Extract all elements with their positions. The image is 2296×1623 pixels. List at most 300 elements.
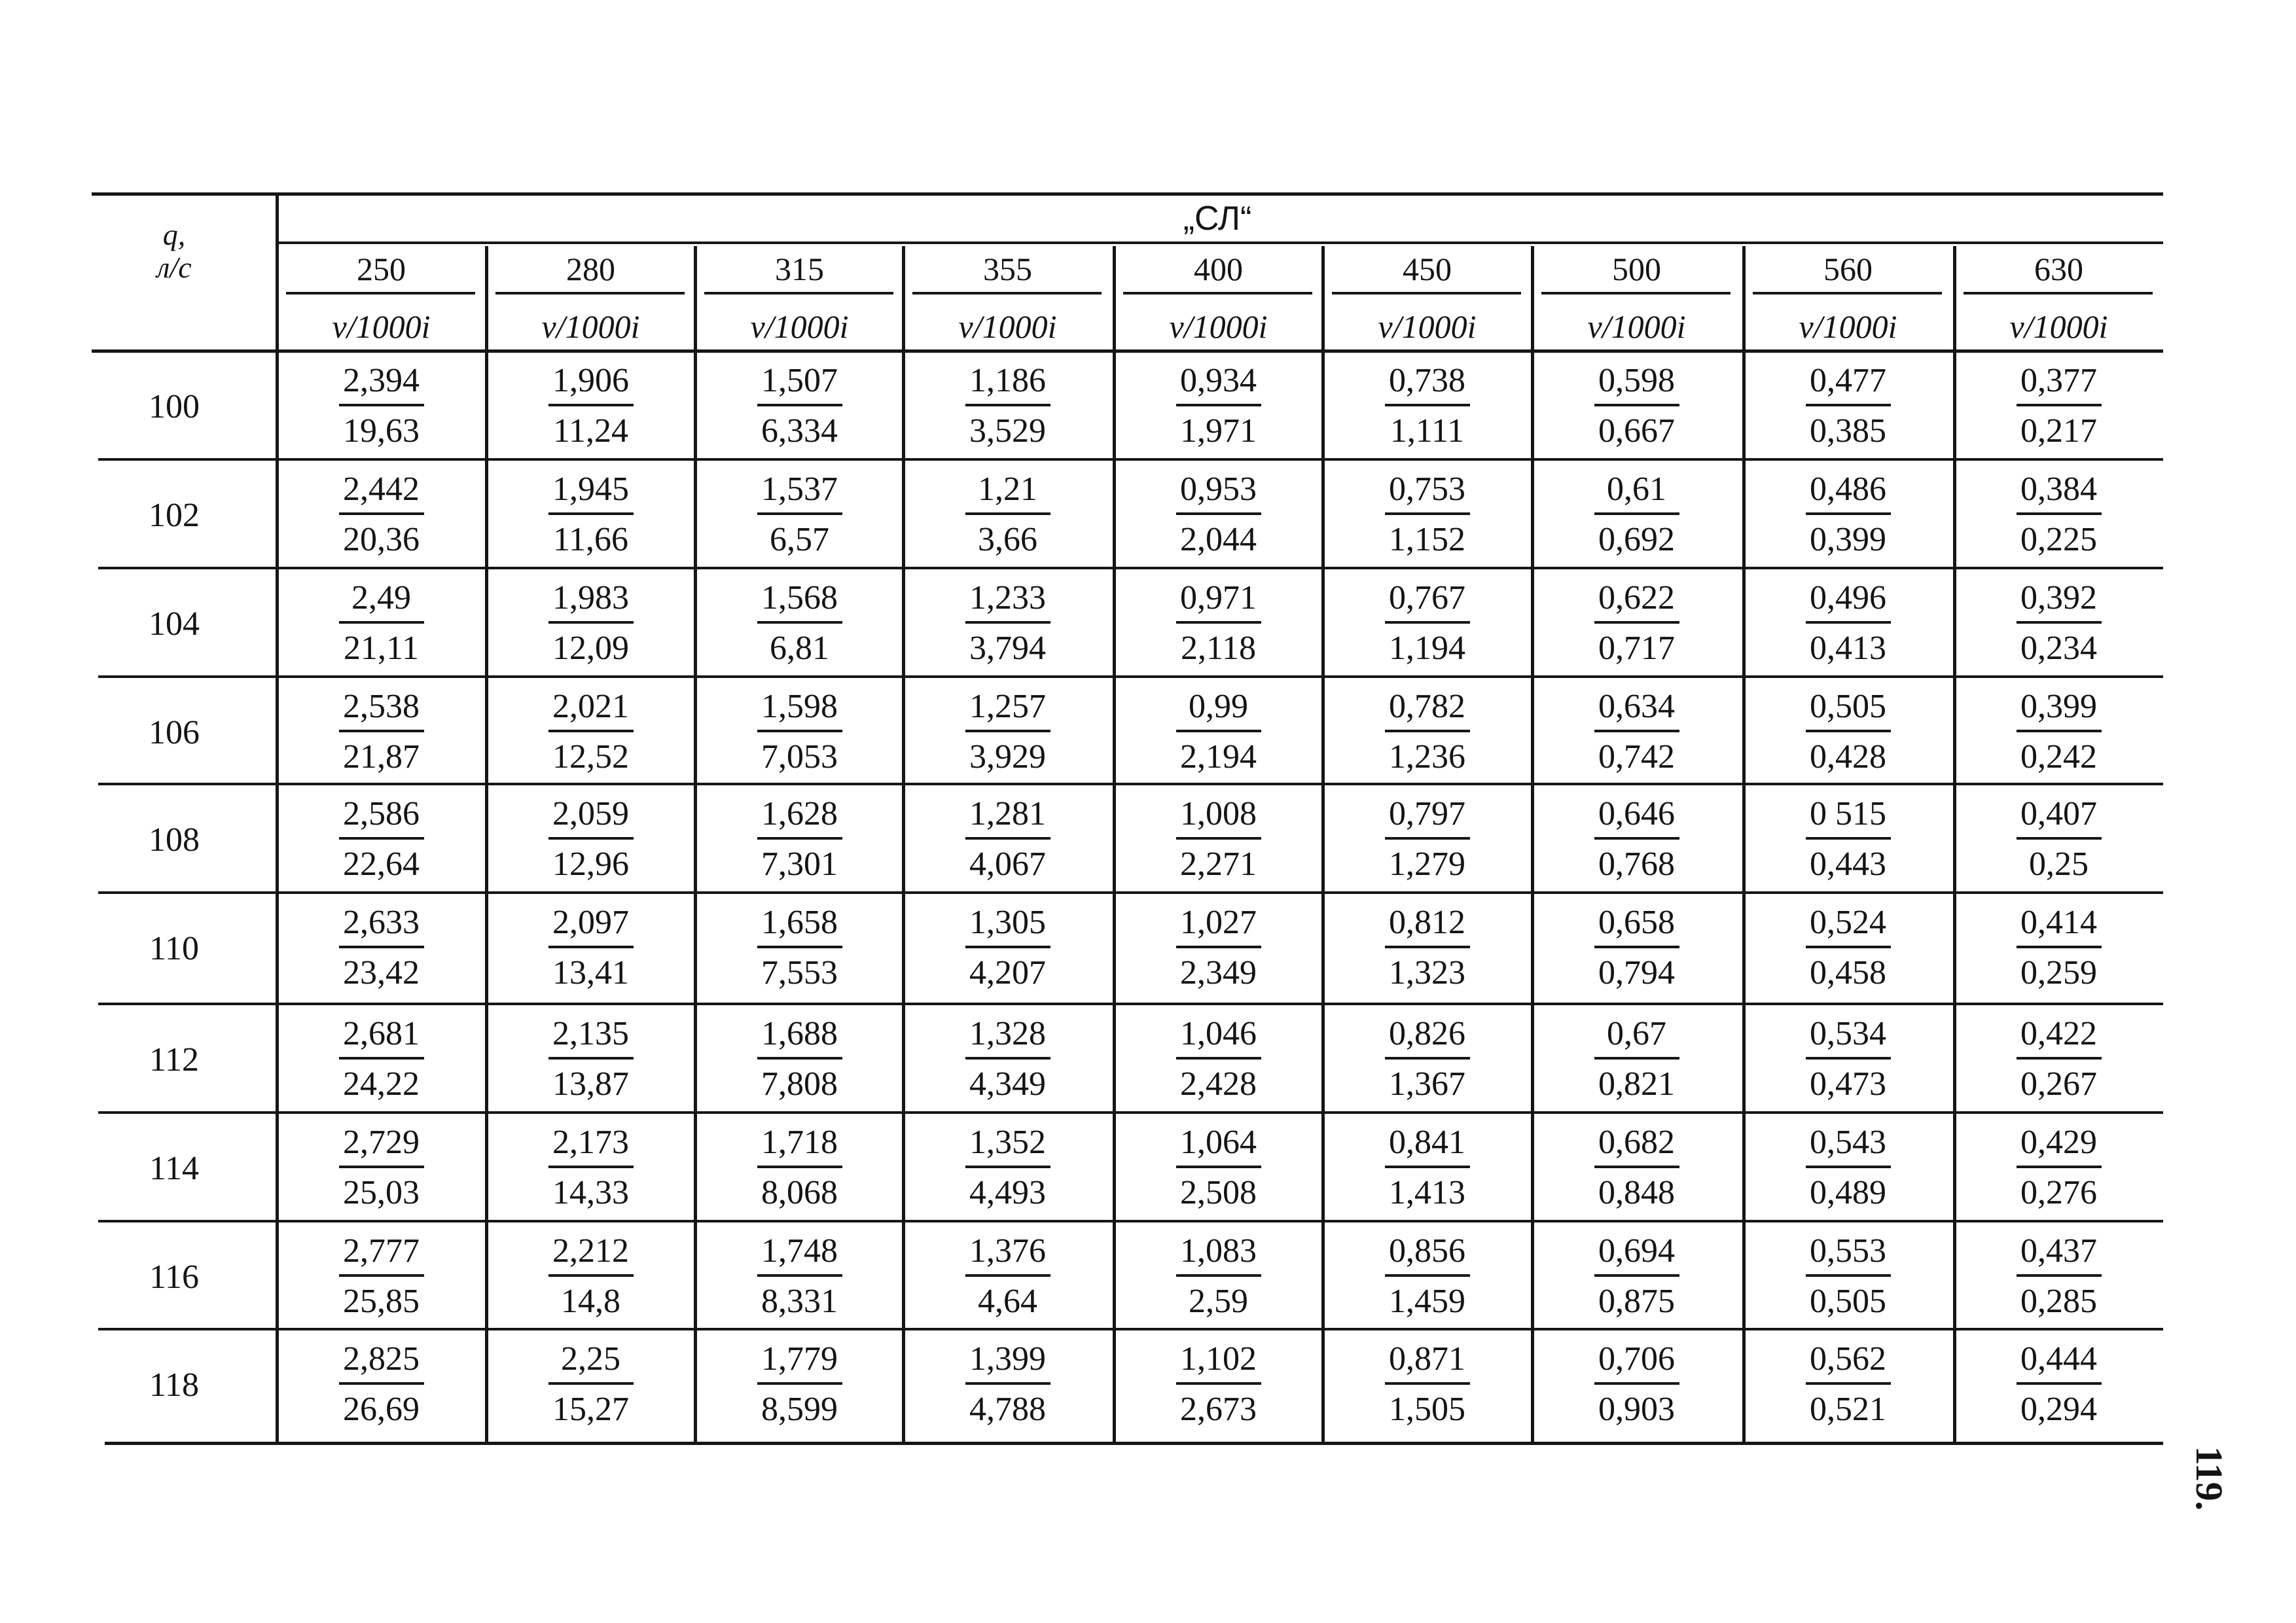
q-value: 112 [149, 1041, 200, 1079]
headloss-value: 26,69 [343, 1391, 420, 1428]
column-separator [1113, 246, 1116, 1442]
unit-header: v/1000i [2009, 308, 2108, 345]
velocity-value: 0,553 [1810, 1232, 1886, 1270]
velocity-value: 2,586 [343, 795, 420, 832]
fraction-bar [339, 404, 424, 406]
headloss-value: 4,349 [969, 1065, 1046, 1103]
fraction-bar [548, 837, 634, 840]
headloss-value: 0,458 [1810, 954, 1886, 991]
velocity-value: 1,102 [1180, 1340, 1257, 1378]
velocity-value: 1,945 [552, 471, 629, 508]
fraction-bar [757, 1166, 842, 1168]
velocity-value: 0,871 [1389, 1340, 1465, 1378]
fraction-bar [965, 946, 1050, 948]
velocity-value: 0,444 [2020, 1340, 2097, 1378]
column-separator [1742, 246, 1746, 1442]
velocity-value: 2,442 [343, 471, 420, 508]
headloss-value: 6,334 [761, 412, 838, 450]
fraction-bar [1594, 1057, 1679, 1060]
headloss-value: 25,85 [343, 1283, 420, 1320]
velocity-value: 0,477 [1810, 362, 1886, 399]
row-separator [98, 1111, 2163, 1114]
fraction-bar [1385, 837, 1470, 840]
column-separator [1953, 246, 1956, 1442]
velocity-value: 2,173 [552, 1124, 629, 1161]
headloss-value: 3,929 [969, 738, 1046, 776]
diameter-underline-rule [495, 292, 685, 294]
velocity-value: 1,064 [1180, 1124, 1257, 1161]
diameter-header: 450 [1403, 251, 1452, 287]
q-value: 100 [149, 387, 200, 425]
headloss-value: 12,96 [552, 846, 629, 883]
fraction-bar [1385, 1166, 1470, 1168]
fraction-bar [339, 946, 424, 948]
velocity-value: 0,384 [2020, 471, 2097, 508]
velocity-value: 0 515 [1810, 795, 1886, 832]
diameter-header: 630 [2034, 251, 2083, 287]
headloss-value: 22,64 [343, 846, 420, 883]
headloss-value: 2,508 [1180, 1174, 1257, 1211]
headloss-value: 0,521 [1810, 1391, 1886, 1428]
diameter-underline-rule [1964, 292, 2153, 294]
velocity-value: 0,505 [1810, 688, 1886, 725]
velocity-value: 1,779 [761, 1340, 838, 1378]
fraction-bar [1806, 1382, 1891, 1385]
headloss-value: 11,24 [552, 412, 629, 450]
headloss-value: 24,22 [343, 1065, 420, 1103]
diameter-underline-rule [1123, 292, 1312, 294]
fraction-bar [1176, 1166, 1261, 1168]
headloss-value: 1,505 [1389, 1391, 1465, 1428]
fraction-bar [965, 1382, 1050, 1385]
fraction-bar [1806, 404, 1891, 406]
headloss-value: 2,271 [1180, 846, 1257, 883]
velocity-value: 0,562 [1810, 1340, 1886, 1378]
fraction-bar [339, 730, 424, 732]
fraction-bar [965, 730, 1050, 732]
fraction-bar [1594, 1166, 1679, 1168]
headloss-value: 3,794 [969, 630, 1046, 667]
headloss-value: 2,673 [1180, 1391, 1257, 1428]
velocity-value: 2,059 [552, 795, 629, 832]
headloss-value: 1,367 [1389, 1065, 1465, 1103]
headloss-value: 0,294 [2020, 1391, 2097, 1428]
headloss-value: 0,428 [1810, 738, 1886, 776]
velocity-value: 1,046 [1180, 1015, 1257, 1052]
headloss-value: 2,118 [1180, 630, 1257, 667]
headloss-value: 3,529 [969, 412, 1046, 450]
fraction-bar [757, 621, 842, 624]
fraction-bar [2017, 730, 2102, 732]
headloss-value: 0,234 [2020, 630, 2097, 667]
headloss-value: 0,385 [1810, 412, 1886, 450]
velocity-value: 2,729 [343, 1124, 420, 1161]
fraction-bar [1594, 946, 1679, 948]
fraction-bar [757, 1057, 842, 1060]
fraction-bar [965, 1166, 1050, 1168]
velocity-value: 0,543 [1810, 1124, 1886, 1161]
headloss-value: 0,717 [1598, 630, 1675, 667]
fraction-bar [2017, 404, 2102, 406]
fraction-bar [757, 730, 842, 732]
velocity-value: 0,694 [1598, 1232, 1675, 1270]
fraction-bar [1176, 1382, 1261, 1385]
fraction-bar [2017, 1166, 2102, 1168]
velocity-value: 2,212 [552, 1232, 629, 1270]
headloss-value: 0,742 [1598, 738, 1675, 776]
diameter-underline-rule [1332, 292, 1521, 294]
headloss-value: 0,903 [1598, 1391, 1675, 1428]
unit-header: v/1000i [1378, 308, 1477, 345]
headloss-value: 0,473 [1810, 1065, 1886, 1103]
fraction-bar [548, 730, 634, 732]
headloss-value: 0,505 [1810, 1283, 1886, 1320]
q-value: 108 [149, 821, 200, 859]
velocity-value: 1,568 [761, 579, 838, 616]
velocity-value: 0,392 [2020, 579, 2097, 616]
velocity-value: 0,682 [1598, 1124, 1675, 1161]
fraction-bar [965, 404, 1050, 406]
headloss-value: 0,267 [2020, 1065, 2097, 1103]
fraction-bar [1176, 730, 1261, 732]
velocity-value: 0,753 [1389, 471, 1465, 508]
fraction-bar [965, 512, 1050, 515]
fraction-bar [757, 1382, 842, 1385]
headloss-value: 0,768 [1598, 846, 1675, 883]
headloss-value: 2,044 [1180, 521, 1257, 558]
diameter-header: 355 [983, 251, 1032, 287]
velocity-value: 2,681 [343, 1015, 420, 1052]
velocity-value: 0,797 [1389, 795, 1465, 832]
row-separator [98, 783, 2163, 785]
fraction-bar [757, 1274, 842, 1277]
headloss-value: 2,194 [1180, 738, 1257, 776]
q-value: 118 [149, 1366, 200, 1404]
fraction-bar [965, 1274, 1050, 1277]
fraction-bar [2017, 1057, 2102, 1060]
velocity-value: 0,706 [1598, 1340, 1675, 1378]
column-separator [694, 246, 697, 1442]
row-separator [98, 675, 2163, 678]
diameter-underline-rule [286, 292, 475, 294]
fraction-bar [1806, 1274, 1891, 1277]
velocity-value: 0,841 [1389, 1124, 1465, 1161]
unit-header: v/1000i [1169, 308, 1268, 345]
velocity-value: 0,496 [1810, 579, 1886, 616]
headloss-value: 1,459 [1389, 1283, 1465, 1320]
headloss-value: 1,971 [1180, 412, 1257, 450]
diameter-header: 280 [566, 251, 615, 287]
headloss-value: 19,63 [343, 412, 420, 450]
velocity-value: 0,67 [1607, 1015, 1666, 1052]
velocity-value: 1,688 [761, 1015, 838, 1052]
fraction-bar [1176, 404, 1261, 406]
fraction-bar [1806, 1166, 1891, 1168]
velocity-value: 0,934 [1180, 362, 1257, 399]
fraction-bar [1176, 621, 1261, 624]
fraction-bar [1594, 1274, 1679, 1277]
headloss-value: 1,194 [1389, 630, 1465, 667]
velocity-value: 0,738 [1389, 362, 1465, 399]
q-column-separator [276, 192, 279, 1442]
row-separator [98, 567, 2163, 569]
velocity-value: 2,49 [351, 579, 411, 616]
velocity-value: 1,328 [969, 1015, 1046, 1052]
q-header-unit: л/с [156, 251, 192, 284]
headloss-value: 1,279 [1389, 846, 1465, 883]
velocity-value: 1,257 [969, 688, 1046, 725]
velocity-value: 1,008 [1180, 795, 1257, 832]
fraction-bar [548, 404, 634, 406]
fraction-bar [965, 1057, 1050, 1060]
headloss-value: 14,8 [561, 1283, 620, 1320]
table-top-rule [92, 192, 2163, 196]
fraction-bar [1806, 621, 1891, 624]
table-bottom-rule [105, 1442, 2163, 1445]
velocity-value: 0,99 [1189, 688, 1248, 725]
fraction-bar [339, 837, 424, 840]
velocity-value: 0,953 [1180, 471, 1257, 508]
headloss-value: 0,217 [2020, 412, 2097, 450]
fraction-bar [1385, 404, 1470, 406]
headloss-value: 1,152 [1389, 521, 1465, 558]
fraction-bar [548, 1057, 634, 1060]
headloss-value: 0,413 [1810, 630, 1886, 667]
velocity-value: 0,767 [1389, 579, 1465, 616]
diameter-header: 250 [357, 251, 406, 287]
headloss-value: 0,259 [2020, 954, 2097, 991]
headloss-value: 7,053 [761, 738, 838, 776]
headloss-value: 11,66 [552, 521, 629, 558]
velocity-value: 0,399 [2020, 688, 2097, 725]
headloss-value: 0,443 [1810, 846, 1886, 883]
unit-header: v/1000i [1799, 308, 1897, 345]
velocity-value: 0,634 [1598, 688, 1675, 725]
headloss-value: 21,87 [343, 738, 420, 776]
headloss-value: 12,09 [552, 630, 629, 667]
fraction-bar [2017, 837, 2102, 840]
velocity-value: 2,25 [561, 1340, 620, 1378]
fraction-bar [339, 1274, 424, 1277]
headloss-value: 1,111 [1390, 412, 1465, 450]
headloss-value: 6,81 [770, 630, 829, 667]
velocity-value: 0,782 [1389, 688, 1465, 725]
velocity-value: 1,281 [969, 795, 1046, 832]
velocity-value: 1,507 [761, 362, 838, 399]
fraction-bar [1594, 1382, 1679, 1385]
headloss-value: 0,489 [1810, 1174, 1886, 1211]
fraction-bar [2017, 946, 2102, 948]
fraction-bar [339, 621, 424, 624]
velocity-value: 0,61 [1607, 471, 1666, 508]
fraction-bar [757, 946, 842, 948]
velocity-value: 0,622 [1598, 579, 1675, 616]
fraction-bar [1594, 837, 1679, 840]
velocity-value: 2,777 [343, 1232, 420, 1270]
headloss-value: 21,11 [343, 630, 420, 667]
headloss-value: 1,236 [1389, 738, 1465, 776]
fraction-bar [1385, 1274, 1470, 1277]
velocity-value: 0,856 [1389, 1232, 1465, 1270]
fraction-bar [1806, 837, 1891, 840]
fraction-bar [339, 1166, 424, 1168]
velocity-value: 1,399 [969, 1340, 1046, 1378]
fraction-bar [2017, 621, 2102, 624]
fraction-bar [1806, 730, 1891, 732]
diameter-header: 560 [1823, 251, 1873, 287]
q-value: 106 [149, 713, 200, 751]
fraction-bar [1176, 1057, 1261, 1060]
velocity-value: 0,598 [1598, 362, 1675, 399]
fraction-bar [1594, 730, 1679, 732]
velocity-value: 0,971 [1180, 579, 1257, 616]
unit-header: v/1000i [541, 308, 640, 345]
fraction-bar [548, 621, 634, 624]
fraction-bar [2017, 512, 2102, 515]
headloss-value: 13,41 [552, 954, 629, 991]
q-value: 104 [149, 605, 200, 643]
diameter-underline-rule [1753, 292, 1942, 294]
diameter-header: 500 [1612, 251, 1661, 287]
velocity-value: 0,437 [2020, 1232, 2097, 1270]
headloss-value: 8,331 [761, 1283, 838, 1320]
row-separator [98, 891, 2163, 894]
headloss-value: 4,493 [969, 1174, 1046, 1211]
velocity-value: 1,537 [761, 471, 838, 508]
diameter-header: 315 [775, 251, 824, 287]
velocity-value: 2,135 [552, 1015, 629, 1052]
column-separator [902, 246, 905, 1442]
velocity-value: 1,906 [552, 362, 629, 399]
fraction-bar [1806, 512, 1891, 515]
fraction-bar [1385, 512, 1470, 515]
headloss-value: 0,821 [1598, 1065, 1675, 1103]
headloss-value: 7,808 [761, 1065, 838, 1103]
velocity-value: 0,407 [2020, 795, 2097, 832]
row-separator [98, 1328, 2163, 1330]
velocity-value: 2,538 [343, 688, 420, 725]
velocity-value: 0,658 [1598, 904, 1675, 941]
velocity-value: 2,021 [552, 688, 629, 725]
velocity-value: 2,825 [343, 1340, 420, 1378]
headloss-value: 8,599 [761, 1391, 838, 1428]
velocity-value: 1,718 [761, 1124, 838, 1161]
series-header: „СЛ“ [1183, 200, 1252, 238]
series-underline-rule [276, 241, 2163, 244]
diameter-underline-rule [1541, 292, 1731, 294]
fraction-bar [2017, 1382, 2102, 1385]
velocity-value: 0,486 [1810, 471, 1886, 508]
headloss-value: 2,428 [1180, 1065, 1257, 1103]
velocity-value: 1,233 [969, 579, 1046, 616]
fraction-bar [965, 621, 1050, 624]
headloss-value: 20,36 [343, 521, 420, 558]
fraction-bar [757, 512, 842, 515]
velocity-value: 1,748 [761, 1232, 838, 1270]
fraction-bar [757, 837, 842, 840]
headloss-value: 0,667 [1598, 412, 1675, 450]
fraction-bar [548, 1274, 634, 1277]
headloss-value: 1,413 [1389, 1174, 1465, 1211]
unit-header: v/1000i [750, 308, 849, 345]
fraction-bar [2017, 1274, 2102, 1277]
q-value: 116 [149, 1258, 200, 1296]
fraction-bar [1806, 1057, 1891, 1060]
fraction-bar [1176, 946, 1261, 948]
velocity-value: 0,646 [1598, 795, 1675, 832]
headloss-value: 0,285 [2020, 1283, 2097, 1320]
headloss-value: 13,87 [552, 1065, 629, 1103]
headloss-value: 0,25 [2029, 846, 2089, 883]
velocity-value: 1,186 [969, 362, 1046, 399]
diameter-underline-rule [704, 292, 893, 294]
velocity-value: 2,394 [343, 362, 420, 399]
velocity-value: 2,633 [343, 904, 420, 941]
velocity-value: 0,524 [1810, 904, 1886, 941]
fraction-bar [548, 1382, 634, 1385]
fraction-bar [1385, 621, 1470, 624]
q-value: 114 [149, 1149, 200, 1187]
headloss-value: 3,66 [978, 521, 1037, 558]
fraction-bar [548, 946, 634, 948]
fraction-bar [1385, 730, 1470, 732]
velocity-value: 0,826 [1389, 1015, 1465, 1052]
headloss-value: 4,067 [969, 846, 1046, 883]
velocity-value: 0,422 [2020, 1015, 2097, 1052]
headloss-value: 0,692 [1598, 521, 1675, 558]
headloss-value: 7,301 [761, 846, 838, 883]
headloss-value: 1,323 [1389, 954, 1465, 991]
velocity-value: 1,305 [969, 904, 1046, 941]
fraction-bar [339, 1382, 424, 1385]
fraction-bar [1594, 404, 1679, 406]
headloss-value: 12,52 [552, 738, 629, 776]
headloss-value: 14,33 [552, 1174, 629, 1211]
headloss-value: 2,349 [1180, 954, 1257, 991]
fraction-bar [1594, 512, 1679, 515]
velocity-value: 1,027 [1180, 904, 1257, 941]
headloss-value: 4,788 [969, 1391, 1046, 1428]
fraction-bar [1176, 1274, 1261, 1277]
fraction-bar [1385, 1057, 1470, 1060]
fraction-bar [1176, 512, 1261, 515]
unit-header: v/1000i [332, 308, 431, 345]
headloss-value: 4,64 [978, 1283, 1037, 1320]
headloss-value: 25,03 [343, 1174, 420, 1211]
velocity-value: 1,658 [761, 904, 838, 941]
fraction-bar [1806, 946, 1891, 948]
q-value: 110 [149, 929, 200, 967]
velocity-value: 2,097 [552, 904, 629, 941]
velocity-value: 1,376 [969, 1232, 1046, 1270]
velocity-value: 0,812 [1389, 904, 1465, 941]
fraction-bar [1594, 621, 1679, 624]
headloss-value: 15,27 [552, 1391, 629, 1428]
velocity-value: 1,628 [761, 795, 838, 832]
row-separator [98, 458, 2163, 461]
velocity-value: 0,534 [1810, 1015, 1886, 1052]
unit-header: v/1000i [958, 308, 1057, 345]
fraction-bar [548, 1166, 634, 1168]
q-value: 102 [149, 496, 200, 534]
headloss-value: 23,42 [343, 954, 420, 991]
fraction-bar [965, 837, 1050, 840]
headloss-value: 0,276 [2020, 1174, 2097, 1211]
headloss-value: 7,553 [761, 954, 838, 991]
fraction-bar [339, 512, 424, 515]
fraction-bar [1176, 837, 1261, 840]
fraction-bar [1385, 1382, 1470, 1385]
